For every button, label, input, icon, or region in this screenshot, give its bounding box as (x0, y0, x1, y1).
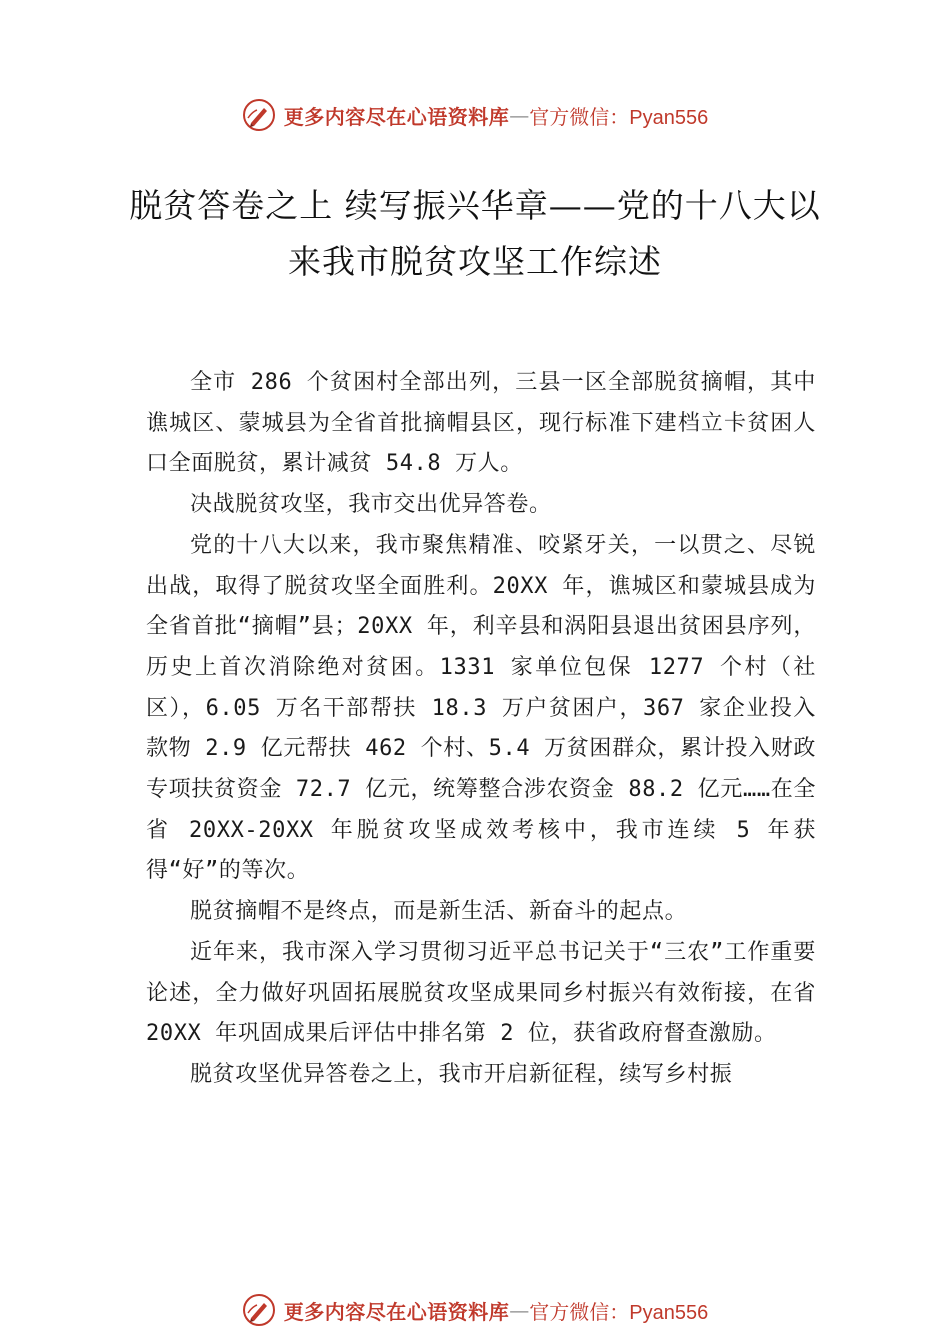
header-wechat-text: 官方微信：Pyan556 (529, 106, 709, 129)
paragraph-3: 党的十八大以来，我市聚焦精准、咬紧牙关，一以贯之、尽锐出战，取得了脱贫攻坚全面胜利。20XX 年，谯城区和蒙城县成为全省首批“摘帽”县；20XX 年，利辛县和涡阳县退出贫困县序列，历史上首次消除绝对贫困。1331 家单位包保 1277 个村（社区），6.05 万名干部帮扶 18.3 万户贫困户，367 家企业投入款物 2.9 亿元帮扶 462 个村、5.4 万贫困群众，累计投入财政专项扶贫资金 72.7 亿元，统筹整合涉农资金 88.2 亿元……在全省 20XX-20XX 年脱贫攻坚成效考核中，我市连续 5 年获得“好”的等次。 (146, 532, 816, 884)
footer-separator: — (509, 1298, 530, 1322)
document-body (146, 363, 816, 1096)
header-separator: — (509, 103, 530, 127)
paragraph-4: 脱贫摘帽不是终点，而是新生活、新奋斗的起点。 (190, 899, 688, 925)
header-watermark (0, 95, 950, 135)
paragraph-5: 近年来，我市深入学习贯彻习近平总书记关于“三农”工作重要论述，全力做好巩固拓展脱贫攻坚成果同乡村振兴有效衔接，在省 20XX 年巩固成果后评估中排名第 2 位，获省政府督查激励。 (146, 939, 816, 1047)
pen-logo-icon (242, 98, 276, 132)
paragraph-1: 全市 286 个贫困村全部出列，三县一区全部脱贫摘帽，其中谯城区、蒙城县为全省首批摘帽县区，现行标准下建档立卡贫困人口全面脱贫，累计减贫 54.8 万人。 (146, 370, 816, 477)
document-title: 脱贫答卷之上 续写振兴华章——党的十八大以来我市脱贫攻坚工作综述 (129, 186, 821, 281)
header-brand-text: 更多内容尽在心语资料库 (283, 104, 510, 129)
paragraph-6: 脱贫攻坚优异答卷之上，我市开启新征程，续写乡村振 (190, 1061, 733, 1087)
footer-watermark (0, 1290, 950, 1330)
pen-logo-icon (242, 1293, 276, 1327)
footer-brand-text: 更多内容尽在心语资料库 (283, 1299, 510, 1324)
paragraph-2: 决战脱贫攻坚，我市交出优异答卷。 (190, 492, 552, 518)
footer-wechat-text: 官方微信：Pyan556 (529, 1301, 709, 1324)
